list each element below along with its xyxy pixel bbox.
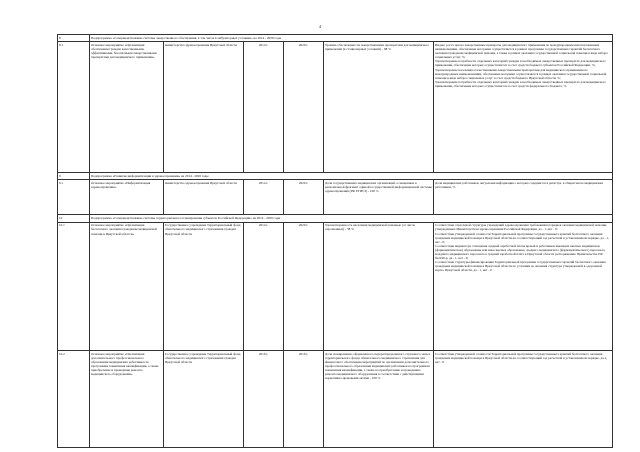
section-number: 8: [58, 35, 90, 42]
row-number: 10.2: [58, 351, 90, 448]
row-start: 2016 г.: [244, 351, 284, 448]
row-end: 2016 г.: [284, 351, 324, 448]
indicator: Доля медицинских работников, актуальная информация о которых содержится в регистре, в общем числе медицинских работников, %: [435, 180, 604, 190]
table-row: [58, 351, 613, 448]
indicator: Соответствие отраслевой структуры учреждений здравоохранения требованиям порядков оказания медицинской помощи, утвержденных Министерством здравоохранения Российской Федерации, да - 1, нет - 0;: [435, 223, 607, 232]
section-title: Подпрограмма «Развитие информатизации в здравоохранении» на 2014 - 2020 годы: [90, 173, 613, 180]
section-number: 10: [58, 215, 90, 222]
section-header: [58, 35, 613, 42]
row-executor: Государственное учреждение Территориальный фонд обязательного медицинского страхования граждан Иркутской области: [164, 222, 244, 351]
row-number: 8.1: [58, 42, 90, 173]
section-header: [58, 173, 613, 180]
row-result: Уровень обеспеченности лекарственными препаратами для медицинского применения (в стационарных условиях) - 98 %: [324, 42, 434, 173]
section-title: Подпрограмма «Совершенствование системы территориального планирования субъектов Российской Федерации» на 2014 - 2020 годы: [90, 215, 613, 222]
program-table: [57, 34, 613, 448]
indicator: Удовлетворение потребности отдельных категорий граждан в необходимых лекарственных препаратах для медицинского применения, обеспечение которых осуществляется за счет средств бюджета субъектов Российской Федерации, %;: [435, 59, 606, 68]
indicator: Соответствие утвержденной стоимости Территориальной программы государственных гарантий бесплатного оказания гражданам медицинской помощи в Иркутской области на соответствующий год расчетной в установленном порядке, да-1, нет - 0: [435, 351, 608, 365]
indicator: Соответствие индикатора отношения средней заработной платы врачей и работников имеющих высшее медицинское (фармацевтическое) образование или иное высшее образование, среднего медицинского (фармацевтического) персонала, младшего медицинского персонала к средней заработной плате в Иркутской области распоряжению Правительства РФ №2190-р, да - 1, нет - 0;: [435, 243, 606, 261]
row-executor: Государственное учреждение Территориальный фонд обязательного медицинского страхования граждан Иркутской области: [164, 351, 244, 448]
indicator: Соответствие структуры финансирования Территориальной программы государственных гарантий бесплатного оказания гражданам медицинской помощи в Иркутской области по условиям ее оказания структуре утвержденной в «дорожной карте» Иркутской области, да - 1, нет - 0: [435, 260, 606, 273]
section-header: [58, 215, 613, 222]
table-row: [58, 42, 613, 173]
row-start: 2014 г.: [244, 180, 284, 215]
indicator: Соответствие утвержденной стоимости Территориальной программы государственных гарантий бесплатного оказания гражданам медицинской помощи в Иркутской области на соответствующий год расчетной в установленном порядке, да - 1, нет - 0;: [435, 231, 609, 244]
row-event: Основное мероприятие «Организация обеспечения граждан качественными, эффективными, безопасными лекарственными препаратами для медицинского применения»: [90, 42, 164, 173]
row-end: 2020 г.: [284, 42, 324, 173]
row-result: Доля государственных медицинских организаций, оснащенных в региональной фрагмент единой государственной информационной системы здравоохранения (РФ ЕГИСЗ) - 100 %: [324, 180, 434, 215]
row-indicators: [434, 222, 613, 351]
table-row: [58, 180, 613, 215]
row-indicators: [434, 180, 613, 215]
indicator: Удовлетворение населения отечественными лекарственными препаратами для медицинского применения по международным наименованиям, обеспечение которыми осуществляется в рамках оказания государственной социальной помощи в виде набора социальных услуг за счет средств бюджета Иркутской области, %;: [435, 67, 607, 80]
row-event: Основное мероприятие «Организация бесплатного оказания гражданам медицинской помощи в Иркутской области»: [90, 222, 164, 351]
row-start: 2014 г.: [244, 42, 284, 173]
row-result: Доля своевременно оформленного перераспределенного страхового запаса территориального фонда обязательного медицинского страхования для финансового обеспечения мероприятий по организации дополнительного профессионального образования медицинских работников по программам повышения квалификации, а также по приобретению и проведению ремонта медицинского оборудования в соответствии с действующими нормативно-правовыми актами - 100 %: [324, 351, 434, 448]
section-number: 9: [58, 173, 90, 180]
page-number: 4: [319, 24, 321, 29]
row-start: 2014 г.: [244, 222, 284, 351]
row-end: 2020 г.: [284, 222, 324, 351]
row-end: 2020 г.: [284, 180, 324, 215]
row-indicators: [434, 42, 613, 173]
row-executor: министерство здравоохранения Иркутской области: [164, 42, 244, 173]
indicator: Индекс роста цен на лекарственные препараты для медицинского применения по международным непатентованным наименованиям, обеспечение которыми осуществляется в рамках программы государственных гарантий бесплатного оказания гражданам медицинской помощи, а также в рамках оказания государственной социальной помощи в виде набора социальных услуг, %;: [435, 42, 608, 60]
table-row: [58, 222, 613, 351]
row-event: Основное мероприятие «Организация дополнительного профессионального образования медицинских работников по программам повышения квалификации, а также приобретение и проведение ремонта медицинского оборудования»: [90, 351, 164, 448]
row-event: Основное мероприятие «Информатизация здравоохранения»: [90, 180, 164, 215]
row-number: 9.1: [58, 180, 90, 215]
row-number: 10.1: [58, 222, 90, 351]
row-executor: министерство здравоохранения Иркутской области: [164, 180, 244, 215]
indicator: Удовлетворение потребности отдельных категорий граждан в необходимых лекарственных препаратах для медицинского применения, обеспечение которых осуществляется за счет средств федерального бюджета, %: [435, 79, 606, 88]
row-indicators: [434, 351, 613, 448]
row-result: Удовлетворенность населения медицинской помощью (от числа опрошенных) - 38 %: [324, 222, 434, 351]
section-title: Подпрограмма «Совершенствование системы лекарственного обеспечения, в том числе в амбулаторных условиях» на 2014 - 2020 годы: [90, 35, 613, 42]
